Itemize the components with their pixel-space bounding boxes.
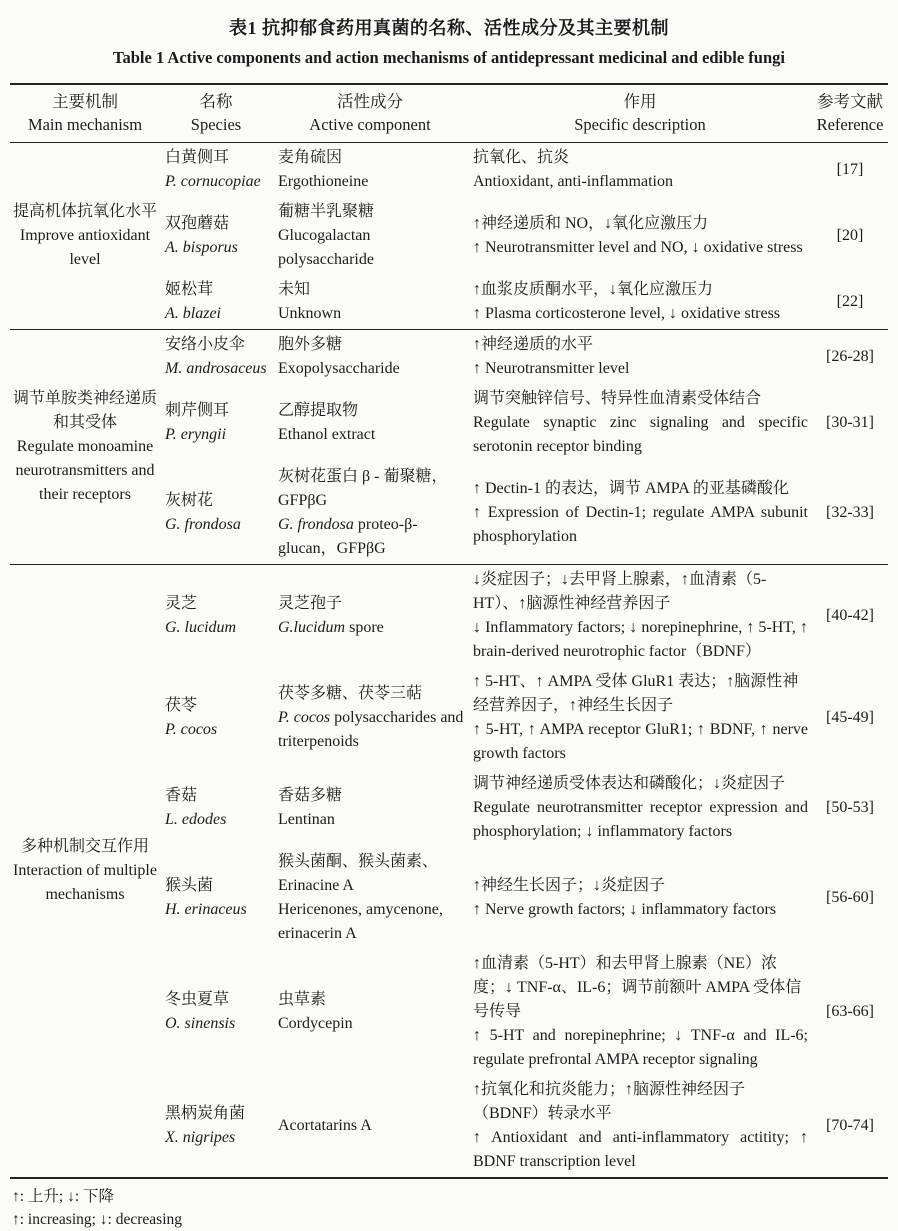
reference-cell: [17]: [836, 161, 864, 179]
reference-cell: [26-28]: [826, 348, 874, 366]
component-en: Exopolysaccharide: [278, 360, 400, 378]
description-cell: [468, 565, 812, 668]
description-cell: [468, 143, 812, 198]
column-header-species-en: Species: [190, 115, 242, 135]
component-en: polysaccharides and triterpenoids: [278, 709, 464, 751]
column-header-mechanism: [10, 84, 160, 143]
species-zh: 白黄侧耳: [165, 149, 230, 167]
reference-cell: [45-49]: [826, 709, 874, 727]
description-zh: ↑ Dectin-1 的表达，调节 AMPA 的亚基磷酸化: [473, 480, 789, 498]
species-latin: P. eryngii: [165, 426, 227, 444]
species-cell: [160, 462, 272, 565]
component-latin: G.lucidum: [278, 619, 346, 637]
species-cell: [160, 769, 272, 847]
header-row: [10, 84, 888, 143]
species-cell: [160, 565, 272, 668]
table-title-en: Table 1 Active components and action mechanisms of antidepressant medicinal and edible fungi: [113, 48, 785, 68]
component-en: Unknown: [278, 305, 342, 323]
species-latin: O. sinensis: [165, 1015, 236, 1033]
reference-cell: [20]: [836, 227, 864, 245]
description-cell: [468, 1075, 812, 1178]
mechanism-en: Interaction of multiple mechanisms: [13, 862, 157, 904]
column-header-reference-en: Reference: [816, 115, 884, 135]
component-cell: [272, 197, 468, 275]
species-zh: 黑柄炭角菌: [165, 1105, 246, 1123]
species-cell: [160, 847, 272, 949]
mechanism-en: Improve antioxidant level: [19, 227, 151, 269]
species-zh: 香菇: [165, 787, 198, 805]
reference-cell: [22]: [812, 275, 888, 330]
component-en-line: [278, 616, 464, 640]
description-cell: [468, 462, 812, 565]
description-en: ↑ Neurotransmitter level: [473, 360, 630, 378]
species-cell: [160, 197, 272, 275]
description-zh: ↑血清素（5-HT）和去甲肾上腺素（NE）浓度；↓ TNF-α、IL-6；调节前额叶 AMPA 受体信号传导: [473, 955, 802, 1021]
species-cell: [160, 275, 272, 330]
column-header-description-zh: 作用: [623, 91, 657, 111]
species-zh: 安络小皮伞: [165, 336, 246, 354]
species-latin: G. lucidum: [165, 619, 237, 637]
description-en: ↑ 5-HT, ↑ AMPA receptor GluR1; ↑ BDNF, ↑ nerve growth factors: [473, 721, 808, 763]
column-header-component-zh: 活性成分: [337, 91, 403, 111]
description-zh: 调节神经递质受体表达和磷酸化；↓炎症因子: [473, 775, 786, 793]
component-cell: [272, 462, 468, 565]
column-header-component: [272, 84, 468, 143]
description-zh: ↑神经生长因子；↓炎症因子: [473, 877, 666, 895]
component-en: Acortatarins A: [278, 1117, 372, 1135]
component-latin: P. cocos: [278, 709, 331, 727]
species-zh: 灵芝: [165, 595, 198, 613]
reference-cell: [30-31]: [826, 414, 874, 432]
species-latin: M. androsaceus: [165, 360, 267, 378]
component-cell: [272, 769, 468, 847]
column-header-description-en: Specific description: [574, 115, 706, 135]
mechanism-zh: 多种机制交互作用: [20, 838, 149, 856]
column-header-mechanism-en: Main mechanism: [27, 115, 143, 135]
component-en: spore: [345, 619, 384, 637]
component-en-line: [278, 706, 464, 754]
mechanism-cell: [10, 330, 160, 565]
species-cell: [160, 143, 272, 198]
species-zh: 冬虫夏草: [165, 991, 230, 1009]
description-en: Antioxidant, anti-inflammation: [473, 173, 673, 191]
table-row: [10, 143, 888, 198]
description-en: Regulate neurotransmitter receptor expression and phosphorylation; ↓ inflammatory factors: [473, 799, 808, 841]
reference-cell: [50-53]: [826, 799, 874, 817]
description-zh: ↑抗氧化和抗炎能力；↑脑源性神经因子（BDNF）转录水平: [473, 1081, 746, 1123]
mechanism-cell: [10, 565, 160, 1179]
component-cell: [272, 384, 468, 462]
column-header-species-zh: 名称: [199, 91, 233, 111]
species-latin: H. erinaceus: [165, 901, 247, 919]
species-zh: 姬松茸: [165, 281, 214, 299]
description-cell: [468, 667, 812, 769]
description-zh: ↑ 5-HT、↑ AMPA 受体 GluR1 表达；↑脑源性神经营养因子，↑神经生长因子: [473, 673, 799, 715]
species-latin: X. nigripes: [165, 1129, 236, 1147]
description-zh: ↓炎症因子；↓去甲肾上腺素，↑血清素（5-HT）、↑脑源性神经营养因子: [473, 571, 767, 613]
component-cell: [272, 143, 468, 198]
reference-cell: [32-33]: [812, 462, 888, 565]
species-cell: [160, 949, 272, 1075]
description-zh: 调节突触锌信号、特异性血清素受体结合: [473, 390, 762, 408]
component-en: Ethanol extract: [278, 426, 376, 444]
table-footnote: [10, 1186, 888, 1231]
component-zh: 香菇多糖: [278, 787, 343, 805]
description-cell: [468, 847, 812, 949]
component-en-line: [278, 513, 464, 561]
description-cell: [468, 330, 812, 385]
description-en: ↑ Neurotransmitter level and NO, ↓ oxidative stress: [473, 239, 803, 257]
description-cell: [468, 949, 812, 1075]
reference-cell: [40-42]: [826, 607, 874, 625]
species-latin: P. cornucopiae: [165, 173, 261, 191]
component-cell: [272, 565, 468, 668]
component-zh: 猴头菌酮、猴头菌素、Erinacine A: [278, 853, 439, 895]
component-cell: [272, 847, 468, 949]
species-cell: [160, 384, 272, 462]
description-zh: ↑神经递质和 NO，↓氧化应激压力: [473, 215, 709, 233]
fungi-table: [10, 83, 888, 1180]
component-en-line: [278, 423, 464, 447]
reference-cell: [56-60]: [826, 889, 874, 907]
component-cell: [272, 1075, 468, 1178]
species-latin: A. blazei: [165, 305, 221, 323]
description-en: ↑ Nerve growth factors; ↓ inflammatory factors: [473, 901, 777, 919]
component-zh: 未知: [278, 281, 311, 299]
mechanism-zh: 调节单胺类神经递质和其受体: [12, 390, 157, 432]
component-en: proteo-β-glucan，GFPβG: [278, 516, 418, 558]
species-cell: [160, 667, 272, 769]
component-en: Ergothioneine: [278, 173, 369, 191]
description-cell: [468, 197, 812, 275]
component-latin: G. frondosa: [278, 516, 354, 534]
component-en-line: [278, 357, 464, 381]
species-zh: 茯苓: [165, 697, 198, 715]
species-latin: L. edodes: [165, 811, 227, 829]
description-cell: [468, 769, 812, 847]
reference-cell: [63-66]: [826, 1003, 874, 1021]
component-cell: [272, 275, 468, 330]
description-en: ↑ Antioxidant and anti-inflammatory actitity; ↑ BDNF transcription level: [473, 1129, 808, 1171]
footnote-en: ↑: increasing; ↓: decreasing: [12, 1210, 183, 1228]
reference-cell: [70-74]: [826, 1117, 874, 1135]
component-zh: 虫草素: [278, 991, 327, 1009]
component-en: Lentinan: [278, 811, 335, 829]
species-zh: 灰树花: [165, 492, 214, 510]
species-zh: 双孢蘑菇: [165, 215, 230, 233]
column-header-reference: [812, 84, 888, 143]
column-header-species: [160, 84, 272, 143]
component-zh: 麦角硫因: [278, 149, 343, 167]
table-row: [10, 330, 888, 385]
component-zh: 灰树花蛋白 β - 葡聚糖，GFPβG: [278, 468, 448, 510]
description-en: ↓ Inflammatory factors; ↓ norepinephrine, ↑ 5-HT, ↑ brain-derived neurotrophic factor（BDNF）: [473, 619, 808, 661]
column-header-description: [468, 84, 812, 143]
species-zh: 猴头菌: [165, 877, 214, 895]
component-en-line: [278, 1114, 464, 1138]
description-en: ↑ Plasma corticosterone level, ↓ oxidative stress: [473, 305, 781, 323]
description-cell: [468, 384, 812, 462]
description-en: Regulate synaptic zinc signaling and specific serotonin receptor binding: [473, 414, 808, 456]
description-en: ↑ Expression of Dectin-1; regulate AMPA subunit phosphorylation: [473, 504, 808, 546]
component-en-line: [278, 224, 464, 272]
component-zh: 灵芝孢子: [278, 595, 343, 613]
footnote-zh: ↑: 上升; ↓: 下降: [12, 1188, 115, 1206]
component-zh: 胞外多糖: [278, 336, 343, 354]
species-cell: [160, 1075, 272, 1178]
species-latin: G. frondosa: [165, 516, 241, 534]
description-zh: 抗氧化、抗炎: [473, 149, 570, 167]
table-row: [10, 565, 888, 668]
component-zh: 葡糖半乳聚糖: [278, 203, 375, 221]
component-en: Glucogalactan polysaccharide: [278, 227, 374, 269]
component-en-line: [278, 808, 464, 832]
component-en-line: [278, 302, 464, 326]
component-zh: 茯苓多糖、茯苓三萜: [278, 685, 423, 703]
description-en: ↑ 5-HT and norepinephrine; ↓ TNF-α and IL-6; regulate prefrontal AMPA receptor signaling: [473, 1027, 808, 1069]
mechanism-cell: [10, 143, 160, 330]
species-zh: 刺芹侧耳: [165, 402, 230, 420]
species-latin: P. cocos: [165, 721, 218, 739]
description-zh: ↑神经递质的水平: [473, 336, 594, 354]
mechanism-en: Regulate monoamine neurotransmitters and their receptors: [15, 438, 155, 504]
species-cell: [160, 330, 272, 385]
species-latin: A. bisporus: [165, 239, 238, 257]
component-cell: [272, 330, 468, 385]
component-cell: [272, 667, 468, 769]
component-en-line: [278, 1012, 464, 1036]
column-header-reference-zh: 参考文献: [817, 91, 883, 111]
column-header-mechanism-zh: 主要机制: [52, 91, 118, 111]
table-title-zh: 表1 抗抑郁食药用真菌的名称、活性成分及其主要机制: [229, 18, 669, 38]
component-en-line: [278, 170, 464, 194]
component-en: Cordycepin: [278, 1015, 353, 1033]
component-en-line: [278, 898, 464, 946]
component-zh: 乙醇提取物: [278, 402, 359, 420]
component-cell: [272, 949, 468, 1075]
component-en: Hericenones, amycenone, erinacerin A: [278, 901, 443, 943]
description-cell: [468, 275, 812, 330]
mechanism-zh: 提高机体抗氧化水平: [12, 203, 157, 221]
description-zh: ↑血浆皮质酮水平，↓氧化应激压力: [473, 281, 714, 299]
column-header-component-en: Active component: [309, 115, 431, 135]
